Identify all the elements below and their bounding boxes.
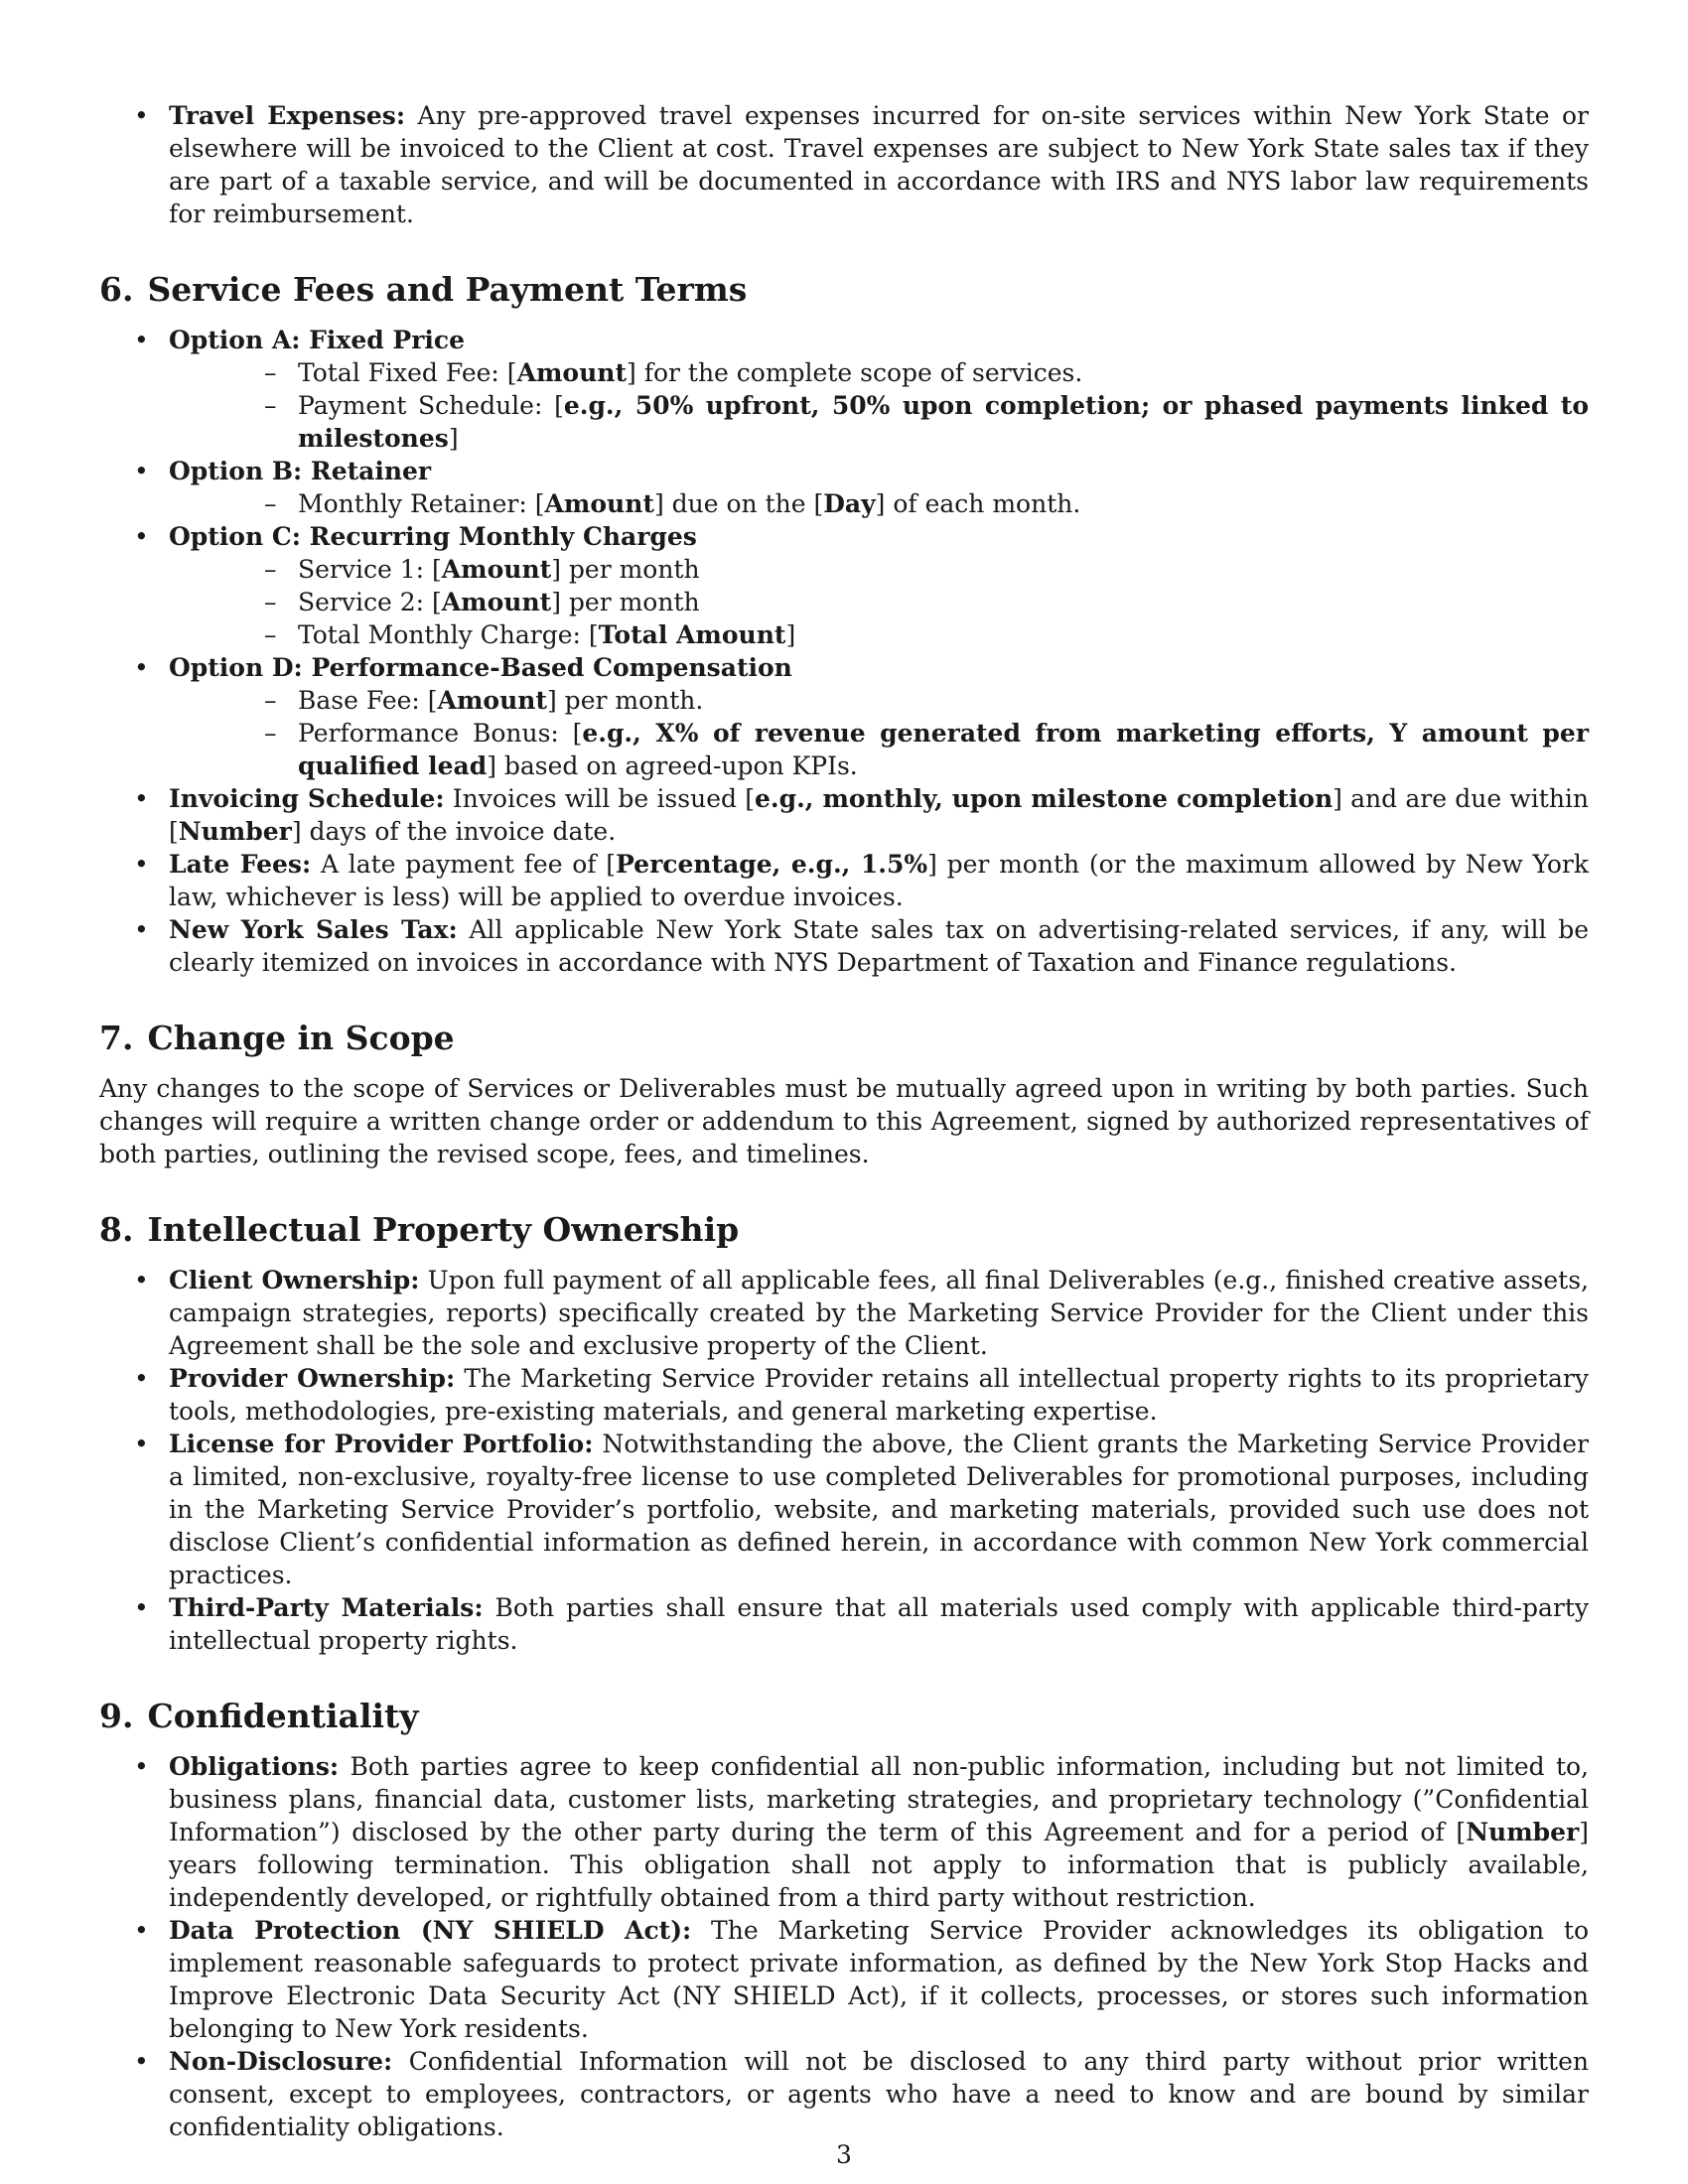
placeholder: Amount	[516, 358, 627, 387]
placeholder: e.g., X% of revenue generated from marketing efforts, Y amount per qualified lead	[298, 719, 1589, 780]
page-number: 3	[836, 2140, 852, 2169]
option-b-sublist	[169, 487, 1589, 520]
placeholder: Amount	[437, 686, 547, 715]
text: The Marketing Service Provider acknowledges its obligation to implement reasonable safeguards to protect private information, as defined by the New York Stop Hacks and Improve Electronic Data Security Act (NY SHIELD Act), if it collects, processes, or stores such information belonging to New York residents.	[169, 1916, 1589, 2043]
text: ] days of the invoice date.	[291, 817, 617, 846]
placeholder: Day	[823, 489, 876, 518]
section-title: Service Fees and Payment Terms	[147, 270, 748, 309]
text: A late payment fee of [	[311, 850, 617, 879]
item-label: Non-Disclosure:	[169, 2047, 393, 2076]
sub-item	[169, 389, 1589, 455]
placeholder: Percentage, e.g., 1.5%	[616, 850, 928, 879]
text: ] for the complete scope of services.	[627, 358, 1083, 387]
text: Service 2: [	[298, 588, 442, 616]
sub-item	[169, 618, 1589, 651]
text: Upon full payment of all applicable fees, all final Deliverables (e.g., finished creative assets, campaign strategies, reports) specifically created by the Marketing Service Provider for the Client under this Agreement shall be the sole and exclusive property of the Client.	[169, 1266, 1590, 1360]
option-a-item	[99, 324, 1589, 455]
text: Monthly Retainer: [	[298, 489, 545, 518]
text: Base Fee: [	[298, 686, 438, 715]
ip-list	[99, 1264, 1589, 1657]
confidentiality-list	[99, 1750, 1589, 2143]
text: Both parties shall ensure that all materials used comply with applicable third-party intellectual property rights.	[169, 1593, 1590, 1655]
document-page	[99, 99, 1589, 2143]
item-label: Option B: Retainer	[169, 457, 432, 485]
item-text: Any pre-approved travel expenses incurred for on-site services within New York State or elsewhere will be invoiced to the Client at cost. Travel expenses are subject to New York State sales tax if they are part of a taxable service, and will be documented in accordance with IRS and NYS labor law requirements for reimbursement.	[169, 101, 1589, 228]
section-title: Confidentiality	[147, 1697, 419, 1735]
provider-ownership-item	[99, 1362, 1589, 1428]
text: Performance Bonus: [	[298, 719, 583, 748]
sales-tax-item	[99, 913, 1589, 979]
text: ]	[785, 620, 796, 649]
sub-item	[169, 356, 1589, 389]
invoicing-schedule-item	[99, 782, 1589, 848]
data-protection-item	[99, 1914, 1589, 2045]
item-label: Client Ownership:	[169, 1266, 420, 1295]
placeholder: Amount	[544, 489, 654, 518]
text: Both parties agree to keep confidential all non-public information, including but not limited to, business plans, financial data, customer lists, marketing strategies, and proprietary technology (”Confidential Information”) disclosed by the other party during the term of this Agreement and for a period of [	[169, 1752, 1589, 1846]
portfolio-license-item	[99, 1428, 1589, 1591]
item-label: Obligations:	[169, 1752, 340, 1781]
late-fees-item	[99, 848, 1589, 913]
text: ] of each month.	[875, 489, 1081, 518]
text: Total Fixed Fee: [	[298, 358, 517, 387]
text: Service 1: [	[298, 555, 442, 584]
third-party-materials-item	[99, 1591, 1589, 1657]
item-label: License for Provider Portfolio:	[169, 1430, 594, 1458]
placeholder: e.g., 50% upfront, 50% upon completion; or phased payments linked to milestones	[298, 391, 1589, 453]
option-b-item	[99, 455, 1589, 520]
item-label: Option C: Recurring Monthly Charges	[169, 522, 697, 551]
section-number: 7.	[99, 1019, 134, 1057]
text: ] based on agreed-upon KPIs.	[487, 751, 858, 780]
section-number: 6.	[99, 270, 134, 309]
text: All applicable New York State sales tax on advertising-related services, if any, will be clearly itemized on invoices in accordance with NYS Department of Taxation and Finance regulations.	[169, 915, 1589, 977]
sub-item	[169, 553, 1589, 586]
option-d-item	[99, 651, 1589, 782]
option-c-sublist	[169, 553, 1589, 651]
option-a-sublist	[169, 356, 1589, 455]
placeholder: Number	[1466, 1818, 1580, 1846]
item-label: Option A: Fixed Price	[169, 326, 466, 354]
section-number: 8.	[99, 1210, 134, 1249]
sub-item	[169, 586, 1589, 618]
text: The Marketing Service Provider retains all intellectual property rights to its proprietary tools, methodologies, pre-existing materials, and general marketing expertise.	[169, 1364, 1589, 1426]
text: ] and are due within [	[169, 784, 1590, 846]
text: ] per month (or the maximum allowed by New York law, whichever is less) will be applied to overdue invoices.	[169, 850, 1589, 911]
obligations-item	[99, 1750, 1589, 1914]
text: ] per month	[551, 555, 700, 584]
item-label: New York Sales Tax:	[169, 915, 458, 944]
section-heading-6	[99, 270, 1589, 310]
sub-item	[169, 487, 1589, 520]
item-label: Late Fees:	[169, 850, 312, 879]
text: Confidential Information will not be disclosed to any third party without prior written consent, except to employees, contractors, or agents who have a need to know and are bound by similar confidentiality obligations.	[169, 2047, 1589, 2141]
travel-list	[99, 99, 1589, 230]
sub-item	[169, 684, 1589, 717]
text: ] due on the [	[653, 489, 824, 518]
item-label: Data Protection (NY SHIELD Act):	[169, 1916, 692, 1945]
text: ] per month	[551, 588, 700, 616]
section-title: Change in Scope	[147, 1019, 455, 1057]
text: Invoices will be issued [	[444, 784, 755, 813]
sub-item	[169, 717, 1589, 782]
section-heading-9	[99, 1697, 1589, 1736]
text: Total Monthly Charge: [	[298, 620, 599, 649]
placeholder: Total Amount	[598, 620, 786, 649]
item-label: Option D: Performance-Based Compensation	[169, 653, 792, 682]
option-d-sublist	[169, 684, 1589, 782]
item-label: Invoicing Schedule:	[169, 784, 445, 813]
text: ]	[448, 424, 459, 453]
travel-expenses-item	[99, 99, 1589, 230]
text: Payment Schedule: [	[298, 391, 564, 420]
text: ] per month.	[546, 686, 704, 715]
item-label: Provider Ownership:	[169, 1364, 456, 1393]
client-ownership-item	[99, 1264, 1589, 1362]
placeholder: e.g., monthly, upon milestone completion	[754, 784, 1334, 813]
item-label: Third-Party Materials:	[169, 1593, 484, 1622]
non-disclosure-item	[99, 2045, 1589, 2143]
option-c-item	[99, 520, 1589, 651]
section-number: 9.	[99, 1697, 134, 1735]
placeholder: Amount	[441, 588, 552, 616]
section-heading-8	[99, 1210, 1589, 1250]
section-title: Intellectual Property Ownership	[147, 1210, 740, 1249]
text: Notwithstanding the above, the Client grants the Marketing Service Provider a limited, non-exclusive, royalty-free license to use completed Deliverables for promotional purposes, including in the Marketing Service Provider’s portfolio, website, and marketing materials, provided such use does not disclose Client’s confidential information as defined herein, in accordance with common New York commercial practices.	[169, 1430, 1589, 1589]
change-in-scope-paragraph: Any changes to the scope of Services or Deliverables must be mutually agreed upon in writing by both parties. Such changes will require a written change order or addendum to this Agreement, signed by authorized representatives of both parties, outlining the revised scope, fees, and timelines.	[99, 1074, 1589, 1168]
fees-list	[99, 324, 1589, 979]
item-label: Travel Expenses:	[169, 101, 406, 130]
section-heading-7	[99, 1019, 1589, 1058]
placeholder: Amount	[441, 555, 552, 584]
placeholder: Number	[178, 817, 292, 846]
text: ] years following termination. This obligation shall not apply to information that is publicly available, independently developed, or rightfully obtained from a third party without restriction.	[169, 1818, 1589, 1912]
